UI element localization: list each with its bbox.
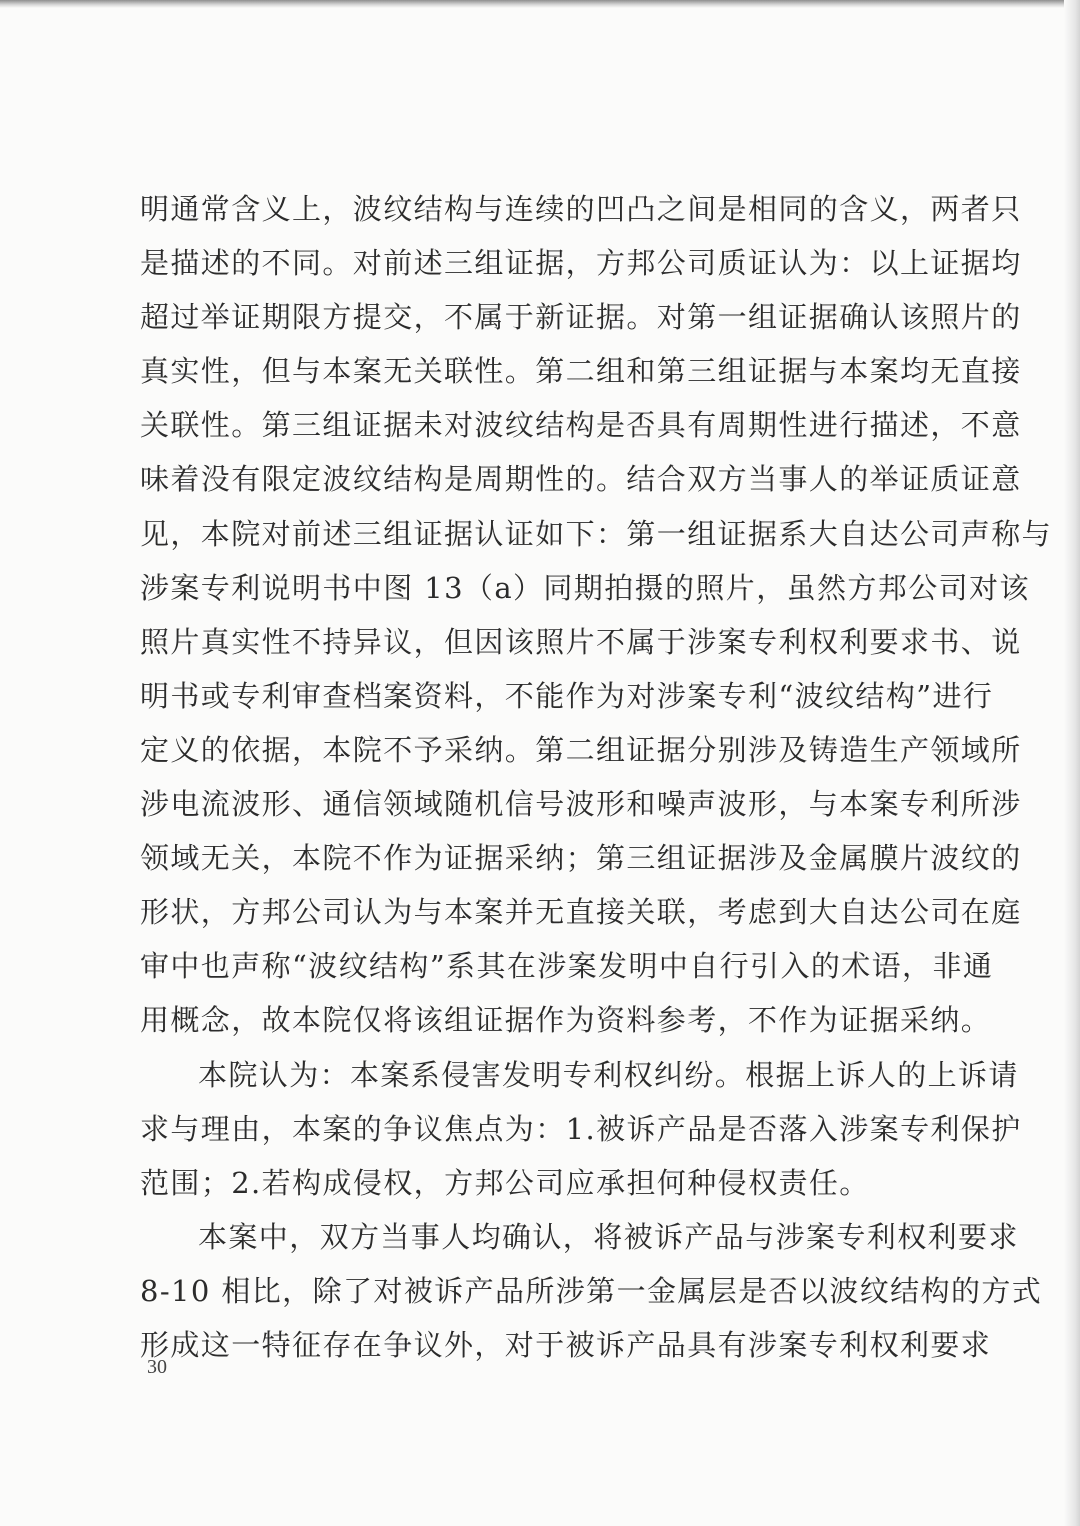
- text-line: 关联性。第三组证据未对波纹结构是否具有周期性进行描述，不意: [140, 408, 1022, 443]
- text-line: 8-10 相比，除了对被诉产品所涉第一金属层是否以波纹结构的方式: [140, 1273, 1043, 1308]
- page-number: 30: [147, 1356, 167, 1378]
- text-line: 见，本院对前述三组证据认证如下：第一组证据系大自达公司声称与: [140, 516, 1053, 551]
- text-line: 定义的依据，本院不予采纳。第二组证据分别涉及铸造生产领域所: [140, 732, 1022, 767]
- text-line: 是描述的不同。对前述三组证据，方邦公司质证认为：以上证据均: [140, 246, 1022, 281]
- text-line: 味着没有限定波纹结构是周期性的。结合双方当事人的举证质证意: [140, 462, 1022, 497]
- text-line: 明通常含义上，波纹结构与连续的凹凸之间是相同的含义，两者只: [140, 192, 1022, 226]
- text-line: 审中也声称“波纹结构”系其在涉案发明中自行引入的术语，非通: [140, 949, 994, 984]
- text-line: 涉电流波形、通信领域随机信号波形和噪声波形，与本案专利所涉: [140, 787, 1022, 822]
- scan-edge-shadow-right: [1064, 0, 1080, 1526]
- judgment-body-text: [140, 182, 1053, 1372]
- text-line: 涉案专利说明书中图 13（a）同期拍摄的照片，虽然方邦公司对该: [140, 570, 1030, 605]
- text-line: 形成这一特征存在争议外，对于被诉产品具有涉案专利权利要求: [140, 1327, 992, 1362]
- text-line: 照片真实性不持异议，但因该照片不属于涉案专利权利要求书、说: [140, 624, 1022, 659]
- text-line: 领域无关，本院不作为证据采纳；第三组证据涉及金属膜片波纹的: [140, 841, 1022, 876]
- text-line: 用概念，故本院仅将该组证据作为资料参考，不作为证据采纳。: [140, 1003, 992, 1038]
- paragraph-start-line: 本院认为：本案系侵害发明专利权纠纷。根据上诉人的上诉请: [198, 1057, 1019, 1092]
- paragraph-start-line: 本案中，双方当事人均确认，将被诉产品与涉案专利权利要求: [198, 1219, 1019, 1254]
- text-line: 超过举证期限方提交，不属于新证据。对第一组证据确认该照片的: [140, 300, 1022, 335]
- text-line: 明书或专利审查档案资料，不能作为对涉案专利“波纹结构”进行: [140, 678, 994, 713]
- text-line: 形状，方邦公司认为与本案并无直接关联，考虑到大自达公司在庭: [140, 895, 1022, 930]
- text-line: 范围；2.若构成侵权，方邦公司应承担何种侵权责任。: [140, 1165, 870, 1200]
- scan-edge-shadow-top: [0, 0, 1080, 8]
- text-line: 求与理由，本案的争议焦点为：1.被诉产品是否落入涉案专利保护: [140, 1111, 1022, 1146]
- text-line: 真实性，但与本案无关联性。第二组和第三组证据与本案均无直接: [140, 354, 1022, 389]
